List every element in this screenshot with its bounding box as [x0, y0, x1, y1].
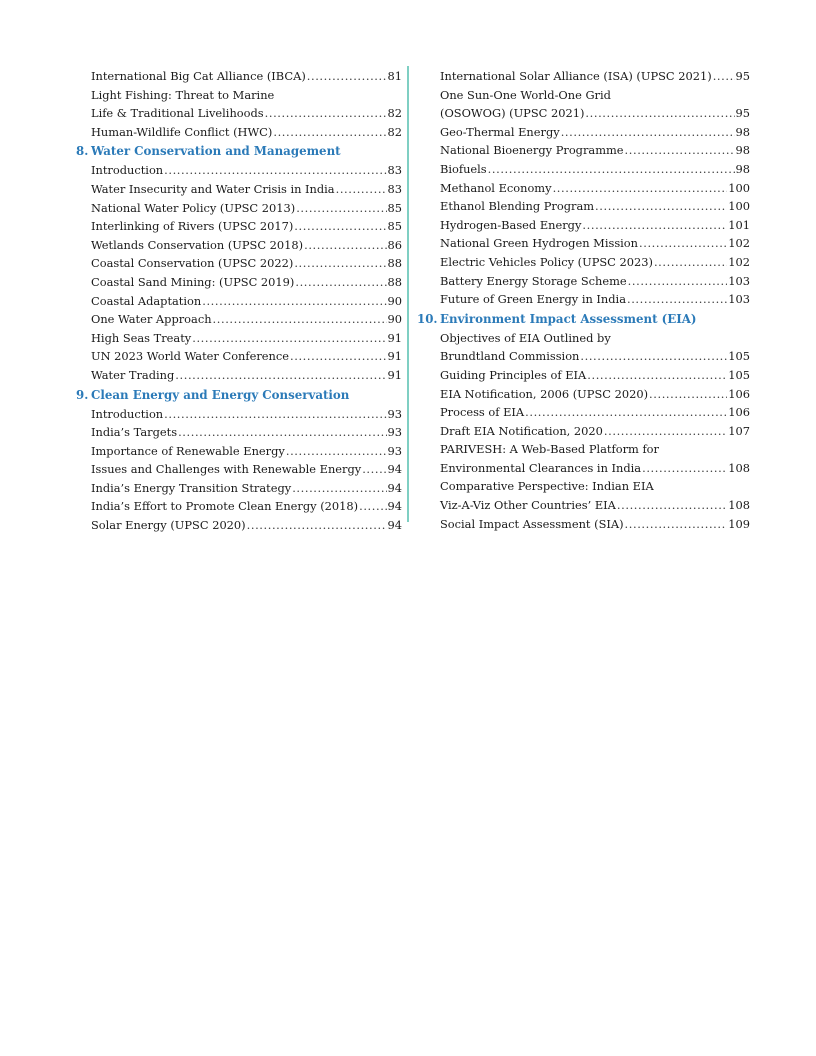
dot-leader	[604, 422, 727, 441]
toc-entry[interactable]	[76, 329, 402, 348]
section-title: Environment Impact Assessment (EIA)	[440, 311, 697, 326]
dot-leader	[273, 123, 386, 142]
dot-leader	[295, 273, 386, 292]
section-title: Water Conservation and Management	[91, 144, 341, 159]
page-number: 108	[728, 498, 750, 513]
page-number: 95	[735, 106, 750, 121]
dot-leader	[178, 423, 386, 442]
toc-entry[interactable]	[76, 180, 402, 199]
toc-entry[interactable]	[417, 477, 750, 514]
dot-leader	[307, 67, 387, 86]
page-number: 86	[387, 237, 402, 252]
toc-entry[interactable]	[417, 515, 750, 534]
page-number: 88	[387, 256, 402, 271]
toc-entry[interactable]	[76, 236, 402, 255]
section-heading	[417, 309, 750, 329]
page-number: 107	[728, 423, 750, 438]
dot-leader	[290, 347, 387, 366]
dot-leader	[654, 253, 727, 272]
toc-entry[interactable]	[76, 254, 402, 273]
toc-entry-title: Wetlands Conservation (UPSC 2018)	[91, 237, 304, 252]
page-number: 106	[728, 386, 750, 401]
toc-entry-title: Draft EIA Notification, 2020	[440, 423, 603, 438]
page-number: 91	[387, 349, 402, 364]
toc-entry-title: Geo-Thermal Energy	[440, 124, 560, 139]
page-number: 94	[387, 462, 402, 477]
dot-leader	[164, 405, 386, 424]
page-number: 94	[387, 499, 402, 514]
toc-entry[interactable]	[417, 329, 750, 366]
toc-entry[interactable]	[417, 440, 750, 477]
page-number: 105	[728, 367, 750, 382]
page-number: 88	[387, 274, 402, 289]
page-number: 91	[387, 367, 402, 382]
toc-entry-title: Electric Vehicles Policy (UPSC 2023)	[440, 254, 653, 269]
toc-entry-title: Brundtland Commission	[440, 349, 580, 364]
toc-entry[interactable]	[76, 199, 402, 218]
dot-leader	[649, 385, 727, 404]
toc-entry[interactable]	[76, 67, 402, 86]
toc-entry[interactable]	[417, 290, 750, 309]
dot-leader	[561, 123, 735, 142]
dot-leader	[585, 104, 734, 123]
dot-leader	[294, 217, 386, 236]
dot-leader	[164, 161, 386, 180]
toc-entry-title: National Green Hydrogen Mission	[440, 236, 638, 251]
dot-leader	[336, 180, 387, 199]
toc-entry[interactable]	[417, 385, 750, 404]
toc-entry-title: Guiding Principles of EIA	[440, 367, 587, 382]
toc-entry[interactable]	[417, 234, 750, 253]
page-number: 93	[387, 443, 402, 458]
page-number: 102	[728, 254, 750, 269]
dot-leader	[175, 366, 386, 385]
toc-entry[interactable]	[76, 217, 402, 236]
dot-leader	[580, 347, 727, 366]
toc-entry-title: Introduction	[91, 163, 164, 178]
toc-entry[interactable]	[417, 216, 750, 235]
toc-entry[interactable]	[76, 497, 402, 516]
toc-entry-title: Battery Energy Storage Scheme	[440, 273, 627, 288]
toc-entry-title: Objectives of EIA Outlined by	[440, 330, 611, 345]
toc-entry-title: Importance of Renewable Energy	[91, 443, 285, 458]
page-number: 90	[387, 293, 402, 308]
page-number: 103	[728, 273, 750, 288]
dot-leader	[213, 310, 387, 329]
toc-entry-title: Interlinking of Rivers (UPSC 2017)	[91, 219, 294, 234]
toc-entry-title: Future of Green Energy in India	[440, 292, 626, 307]
page-number: 82	[387, 106, 402, 121]
toc-entry-title: Human-Wildlife Conflict (HWC)	[91, 124, 273, 139]
toc-entry-title: Life & Traditional Livelihoods	[91, 106, 264, 121]
dot-leader	[192, 329, 386, 348]
dot-leader	[625, 515, 728, 534]
toc-entry-title: International Solar Alliance (ISA) (UPSC 2021)	[440, 69, 712, 83]
toc-entry[interactable]	[417, 253, 750, 272]
toc-entry-title: (OSOWOG) (UPSC 2021)	[440, 106, 585, 121]
toc-entry-title: One Sun-One World-One Grid	[440, 87, 611, 102]
toc-entry-title: Water Trading	[91, 367, 175, 382]
section-title: Clean Energy and Energy Conservation	[91, 387, 350, 402]
toc-entry-title: Issues and Challenges with Renewable Energy	[91, 462, 362, 477]
toc-entry-title: Methanol Economy	[440, 180, 552, 195]
dot-leader	[628, 272, 728, 291]
toc-entry-title: PARIVESH: A Web-Based Platform for	[440, 442, 659, 457]
toc-entry-title: High Seas Treaty	[91, 330, 192, 345]
toc-entry-title: Social Impact Assessment (SIA)	[440, 516, 624, 531]
toc-entry[interactable]	[76, 273, 402, 292]
dot-leader	[627, 290, 727, 309]
page-number: 106	[728, 405, 750, 420]
toc-entry-title: India’s Energy Transition Strategy	[91, 480, 292, 495]
page-number: 100	[728, 199, 750, 214]
toc-entry[interactable]	[76, 123, 402, 142]
toc-entry-title: India’s Effort to Promote Clean Energy (2018)	[91, 499, 359, 514]
column-divider	[407, 66, 409, 522]
dot-leader	[625, 141, 735, 160]
toc-left-column	[76, 67, 402, 535]
toc-entry-title: Hydrogen-Based Energy	[440, 217, 582, 232]
dot-leader	[582, 216, 727, 235]
dot-leader	[488, 160, 735, 179]
dot-leader	[639, 234, 727, 253]
toc-entry[interactable]	[417, 160, 750, 179]
toc-entry[interactable]	[76, 161, 402, 180]
page-number: 93	[387, 406, 402, 421]
toc-entry-title: Coastal Adaptation	[91, 293, 202, 308]
toc-entry-title: Light Fishing: Threat to Marine	[91, 87, 275, 102]
section-number: 10.	[417, 311, 438, 326]
toc-entry[interactable]	[417, 179, 750, 198]
section-heading	[76, 141, 402, 161]
toc-entry[interactable]	[417, 123, 750, 142]
toc-entry-title: Process of EIA	[440, 405, 525, 420]
dot-leader	[713, 67, 735, 86]
page-number: 93	[387, 425, 402, 440]
toc-entry[interactable]	[76, 366, 402, 385]
toc-entry[interactable]	[417, 422, 750, 441]
page-number: 85	[387, 219, 402, 234]
dot-leader	[292, 479, 386, 498]
page-number: 98	[735, 143, 750, 158]
toc-entry-title: Solar Energy (UPSC 2020)	[91, 518, 246, 533]
toc-entry[interactable]	[76, 310, 402, 329]
dot-leader	[265, 104, 387, 123]
toc-entry-title: Coastal Conservation (UPSC 2022)	[91, 256, 294, 271]
page-number: 103	[728, 292, 750, 307]
section-number: 9.	[76, 387, 89, 402]
page-number: 109	[728, 516, 750, 531]
toc-entry[interactable]	[417, 403, 750, 422]
page-number: 81	[387, 69, 402, 83]
toc-entry-title: Water Insecurity and Water Crisis in India	[91, 181, 335, 196]
toc-entry-title: National Bioenergy Programme	[440, 143, 624, 158]
toc-entry[interactable]	[76, 405, 402, 424]
toc-entry[interactable]	[76, 516, 402, 535]
page-number: 100	[728, 180, 750, 195]
toc-entry[interactable]	[417, 197, 750, 216]
toc-entry[interactable]	[417, 86, 750, 123]
page-number: 83	[387, 181, 402, 196]
dot-leader	[553, 179, 728, 198]
page-number: 94	[387, 480, 402, 495]
toc-right-column	[417, 67, 750, 533]
dot-leader	[362, 460, 386, 479]
dot-leader	[286, 442, 387, 461]
dot-leader	[595, 197, 727, 216]
toc-entry-title: UN 2023 World Water Conference	[91, 349, 289, 364]
toc-entry[interactable]	[76, 423, 402, 442]
toc-entry-title: Ethanol Blending Program	[440, 199, 595, 214]
page-number: 90	[387, 312, 402, 327]
toc-entry-title: Viz-A-Viz Other Countries’ EIA	[440, 498, 616, 513]
toc-entry-title: Biofuels	[440, 161, 487, 176]
section-heading	[76, 385, 402, 405]
dot-leader	[359, 497, 386, 516]
toc-entry-title: National Water Policy (UPSC 2013)	[91, 200, 296, 215]
toc-entry-title: Coastal Sand Mining: (UPSC 2019)	[91, 274, 295, 289]
page-number: 91	[387, 330, 402, 345]
page-number: 94	[387, 518, 402, 533]
toc-entry[interactable]	[76, 442, 402, 461]
page-number: 98	[735, 124, 750, 139]
dot-leader	[202, 292, 386, 311]
page-number: 98	[735, 161, 750, 176]
toc-entry[interactable]	[76, 347, 402, 366]
page-number: 105	[728, 349, 750, 364]
dot-leader	[304, 236, 386, 255]
toc-entry[interactable]	[76, 292, 402, 311]
toc-entry-title: Comparative Perspective: Indian EIA	[440, 479, 654, 494]
dot-leader	[525, 403, 727, 422]
toc-entry[interactable]	[76, 460, 402, 479]
page-number: 108	[728, 460, 750, 475]
page-number: 101	[728, 217, 750, 232]
section-number: 8.	[76, 144, 89, 159]
dot-leader	[617, 496, 727, 515]
toc-entry-title: Environmental Clearances in India	[440, 460, 642, 475]
page-number: 85	[387, 200, 402, 215]
page-number: 95	[735, 69, 750, 83]
toc-entry[interactable]	[76, 86, 402, 123]
dot-leader	[294, 254, 386, 273]
toc-entry-title: India’s Targets	[91, 425, 178, 440]
page-number: 83	[387, 163, 402, 178]
dot-leader	[642, 459, 727, 478]
dot-leader	[296, 199, 386, 218]
toc-entry[interactable]	[417, 141, 750, 160]
dot-leader	[247, 516, 387, 535]
toc-entry-title: Introduction	[91, 406, 164, 421]
toc-entry[interactable]	[417, 67, 750, 86]
toc-entry-title: EIA Notification, 2006 (UPSC 2020)	[440, 386, 649, 401]
toc-entry-title: International Big Cat Alliance (IBCA)	[91, 69, 306, 83]
toc-entry[interactable]	[417, 272, 750, 291]
page-number: 102	[728, 236, 750, 251]
toc-entry[interactable]	[417, 366, 750, 385]
dot-leader	[587, 366, 727, 385]
toc-entry[interactable]	[76, 479, 402, 498]
page-number: 82	[387, 124, 402, 139]
toc-entry-title: One Water Approach	[91, 312, 212, 327]
